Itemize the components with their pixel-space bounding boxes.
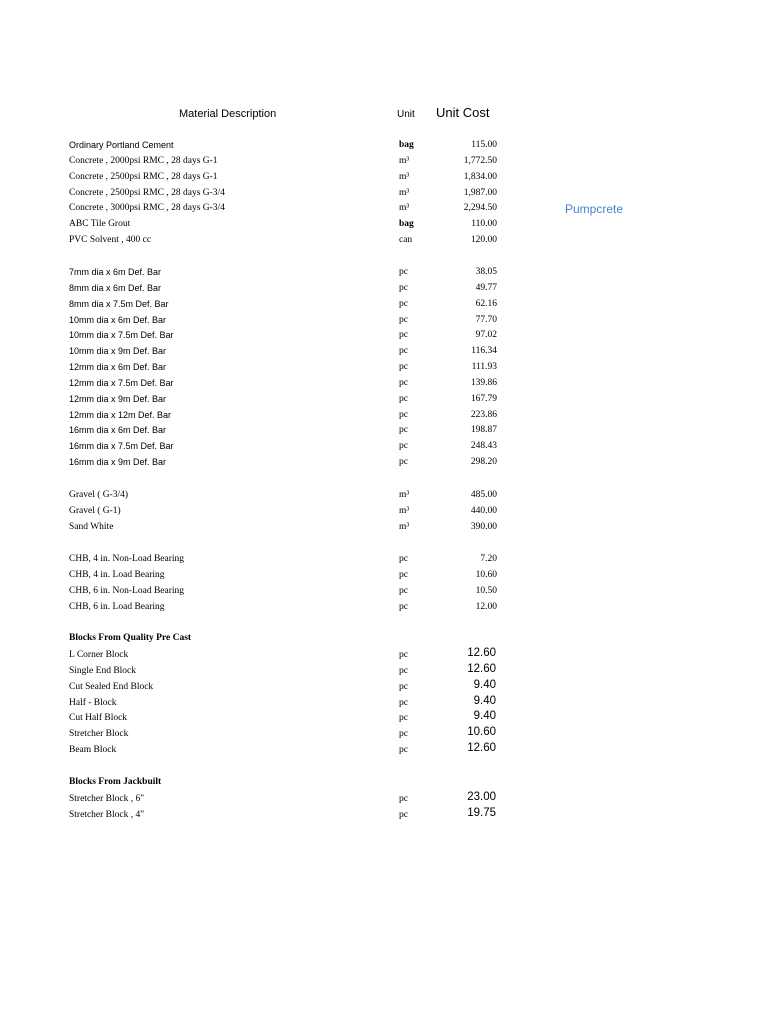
row-description: Concrete , 2500psi RMC , 28 days G-1: [69, 171, 218, 182]
table-row: [0, 203, 768, 219]
row-description: Beam Block: [69, 745, 117, 756]
table-row: [0, 662, 768, 682]
table-row: [0, 156, 768, 172]
table-row: [0, 441, 768, 457]
row-description: 16mm dia x 7.5m Def. Bar: [69, 441, 174, 452]
row-cost: 390.00: [470, 521, 497, 532]
row-description: Stretcher Block , 4": [69, 809, 145, 820]
cement-section: [0, 140, 768, 251]
row-unit: pc: [399, 745, 408, 756]
row-description: 10mm dia x 7.5m Def. Bar: [69, 330, 174, 341]
row-unit: pc: [399, 298, 408, 309]
row-description: CHB, 6 in. Load Bearing: [69, 601, 165, 612]
table-row: [0, 586, 768, 602]
row-description: 7mm dia x 6m Def. Bar: [69, 267, 162, 277]
table-row: [0, 140, 768, 156]
row-unit: bag: [399, 219, 414, 230]
table-row: [0, 346, 768, 362]
jackbuilt-section: [0, 791, 768, 826]
row-cost: 10.60: [467, 726, 496, 739]
chb-section: [0, 554, 768, 617]
row-cost: 12.60: [467, 742, 496, 755]
table-row: [0, 570, 768, 586]
row-description: Concrete , 2000psi RMC , 28 days G-1: [69, 155, 218, 166]
row-unit: pc: [399, 393, 408, 404]
table-row: [0, 283, 768, 299]
row-unit: can: [399, 235, 413, 246]
row-unit: m³: [399, 490, 410, 500]
row-cost: 298.20: [470, 457, 497, 468]
row-description: CHB, 6 in. Non-Load Bearing: [69, 585, 185, 596]
column-header-unit: Unit: [397, 109, 415, 120]
row-unit: m³: [399, 505, 410, 516]
row-cost: 198.87: [470, 425, 497, 436]
table-row: [0, 457, 768, 473]
row-cost: 12.00: [475, 601, 497, 612]
row-unit: pc: [399, 729, 408, 740]
table-row: [0, 791, 768, 810]
row-cost: 19.75: [467, 806, 496, 819]
column-header-unit-cost: Unit Cost: [436, 105, 490, 120]
table-row: [0, 710, 768, 729]
row-unit: pc: [399, 377, 408, 388]
row-unit: pc: [399, 362, 408, 373]
row-cost: 2,294.50: [463, 203, 497, 214]
row-unit: m³: [399, 155, 410, 166]
aggregates-section: [0, 490, 768, 538]
row-description: 12mm dia x 12m Def. Bar: [69, 409, 172, 420]
row-description: 16mm dia x 6m Def. Bar: [69, 425, 167, 436]
table-row: [0, 235, 768, 251]
row-cost: 12.60: [467, 662, 496, 675]
row-cost: 7.20: [480, 554, 497, 564]
row-description: Ordinary Portland Cement: [69, 140, 174, 150]
table-row: [0, 425, 768, 441]
row-description: CHB, 4 in. Load Bearing: [69, 569, 165, 580]
table-row: [0, 410, 768, 426]
quality-precast-heading: [0, 633, 768, 649]
rebar-section: [0, 267, 768, 473]
row-cost: 1,772.50: [463, 155, 497, 166]
row-description: 12mm dia x 7.5m Def. Bar: [69, 377, 174, 388]
row-cost: 10.50: [475, 585, 497, 596]
table-row: [0, 806, 768, 826]
row-description: L Corner Block: [69, 650, 129, 660]
table-row: [0, 394, 768, 410]
table-row: [0, 742, 768, 761]
row-description: 16mm dia x 9m Def. Bar: [69, 457, 167, 468]
row-unit: pc: [399, 697, 408, 708]
row-unit: pc: [399, 794, 408, 804]
table-row: [0, 330, 768, 346]
table-row: [0, 219, 768, 235]
row-description: Single End Block: [69, 665, 137, 676]
row-description: Stretcher Block: [69, 729, 129, 740]
row-unit: pc: [399, 346, 408, 357]
row-cost: 120.00: [470, 235, 497, 246]
table-row: [0, 172, 768, 188]
row-description: Stretcher Block , 6": [69, 794, 145, 804]
pumpcrete-note: Pumpcrete: [565, 202, 624, 216]
row-unit: pc: [399, 425, 408, 436]
row-cost: 9.40: [473, 694, 496, 707]
row-description: PVC Solvent , 400 cc: [69, 235, 152, 246]
table-row: [0, 506, 768, 522]
row-unit: pc: [399, 809, 408, 820]
row-cost: 110.00: [471, 219, 497, 230]
row-cost: 49.77: [475, 282, 497, 293]
row-unit: pc: [399, 441, 408, 452]
row-description: Half - Block: [69, 697, 117, 708]
row-unit: pc: [399, 681, 408, 692]
row-cost: 62.16: [475, 298, 497, 309]
row-description: ABC Tile Grout: [69, 219, 131, 230]
table-row: [0, 647, 768, 666]
row-cost: 1,834.00: [463, 171, 497, 182]
row-unit: pc: [399, 569, 408, 580]
row-cost: 23.00: [467, 791, 496, 803]
row-description: 8mm dia x 7.5m Def. Bar: [69, 298, 169, 309]
row-cost: 111.93: [471, 362, 497, 373]
section-title: Blocks From Jackbuilt: [69, 777, 162, 787]
row-description: Sand White: [69, 521, 114, 532]
table-row: [0, 554, 768, 570]
row-cost: 485.00: [470, 490, 497, 500]
row-unit: m³: [399, 171, 410, 182]
table-row: [0, 522, 768, 538]
row-cost: 440.00: [470, 505, 497, 516]
row-unit: pc: [399, 601, 408, 612]
table-row: [0, 299, 768, 315]
row-description: Concrete , 3000psi RMC , 28 days G-3/4: [69, 203, 225, 214]
table-row: [0, 362, 768, 378]
row-unit: pc: [399, 267, 408, 277]
row-cost: 139.86: [470, 377, 497, 388]
row-unit: pc: [399, 457, 408, 468]
row-description: Cut Sealed End Block: [69, 681, 154, 692]
table-row: [0, 726, 768, 745]
row-unit: pc: [399, 314, 408, 325]
table-row: [0, 315, 768, 331]
row-cost: 167.79: [470, 393, 497, 404]
row-unit: pc: [399, 554, 408, 564]
row-description: Cut Half Block: [69, 713, 128, 724]
row-cost: 10.60: [475, 569, 497, 580]
row-unit: bag: [399, 140, 414, 150]
row-unit: m³: [399, 521, 410, 532]
section-title: Blocks From Quality Pre Cast: [69, 633, 192, 643]
table-row: [0, 267, 768, 283]
row-cost: 12.60: [467, 647, 496, 659]
row-unit: pc: [399, 585, 408, 596]
row-description: 12mm dia x 6m Def. Bar: [69, 362, 167, 373]
row-unit: pc: [399, 330, 408, 341]
row-unit: m³: [399, 203, 410, 214]
row-cost: 115.00: [471, 140, 497, 150]
table-row: [0, 490, 768, 506]
row-description: 10mm dia x 9m Def. Bar: [69, 346, 167, 357]
jackbuilt-heading: [0, 777, 768, 793]
table-row: [0, 188, 768, 204]
row-cost: 1,987.00: [463, 187, 497, 198]
row-cost: 9.40: [473, 678, 496, 691]
row-cost: 97.02: [475, 330, 497, 341]
row-description: Gravel ( G-3/4): [69, 490, 129, 500]
table-row: [0, 378, 768, 394]
row-description: 8mm dia x 6m Def. Bar: [69, 282, 162, 293]
table-row: [0, 678, 768, 698]
row-cost: 116.34: [471, 346, 497, 357]
row-cost: 223.86: [470, 409, 497, 420]
row-unit: pc: [399, 665, 408, 676]
row-description: CHB, 4 in. Non-Load Bearing: [69, 554, 185, 564]
row-description: 10mm dia x 6m Def. Bar: [69, 314, 167, 325]
row-cost: 248.43: [470, 441, 497, 452]
row-unit: pc: [399, 282, 408, 293]
row-cost: 38.05: [475, 267, 497, 277]
row-description: Gravel ( G-1): [69, 505, 121, 516]
row-unit: m³: [399, 187, 410, 198]
column-header-description: Material Description: [179, 108, 277, 120]
table-row: [0, 602, 768, 618]
quality-precast-section: [0, 647, 768, 761]
table-row: [0, 694, 768, 714]
row-unit: pc: [399, 713, 408, 724]
row-description: 12mm dia x 9m Def. Bar: [69, 393, 167, 404]
row-cost: 77.70: [475, 314, 497, 325]
row-description: Concrete , 2500psi RMC , 28 days G-3/4: [69, 187, 225, 198]
row-unit: pc: [399, 650, 408, 660]
row-cost: 9.40: [473, 710, 496, 723]
row-unit: pc: [399, 409, 408, 420]
